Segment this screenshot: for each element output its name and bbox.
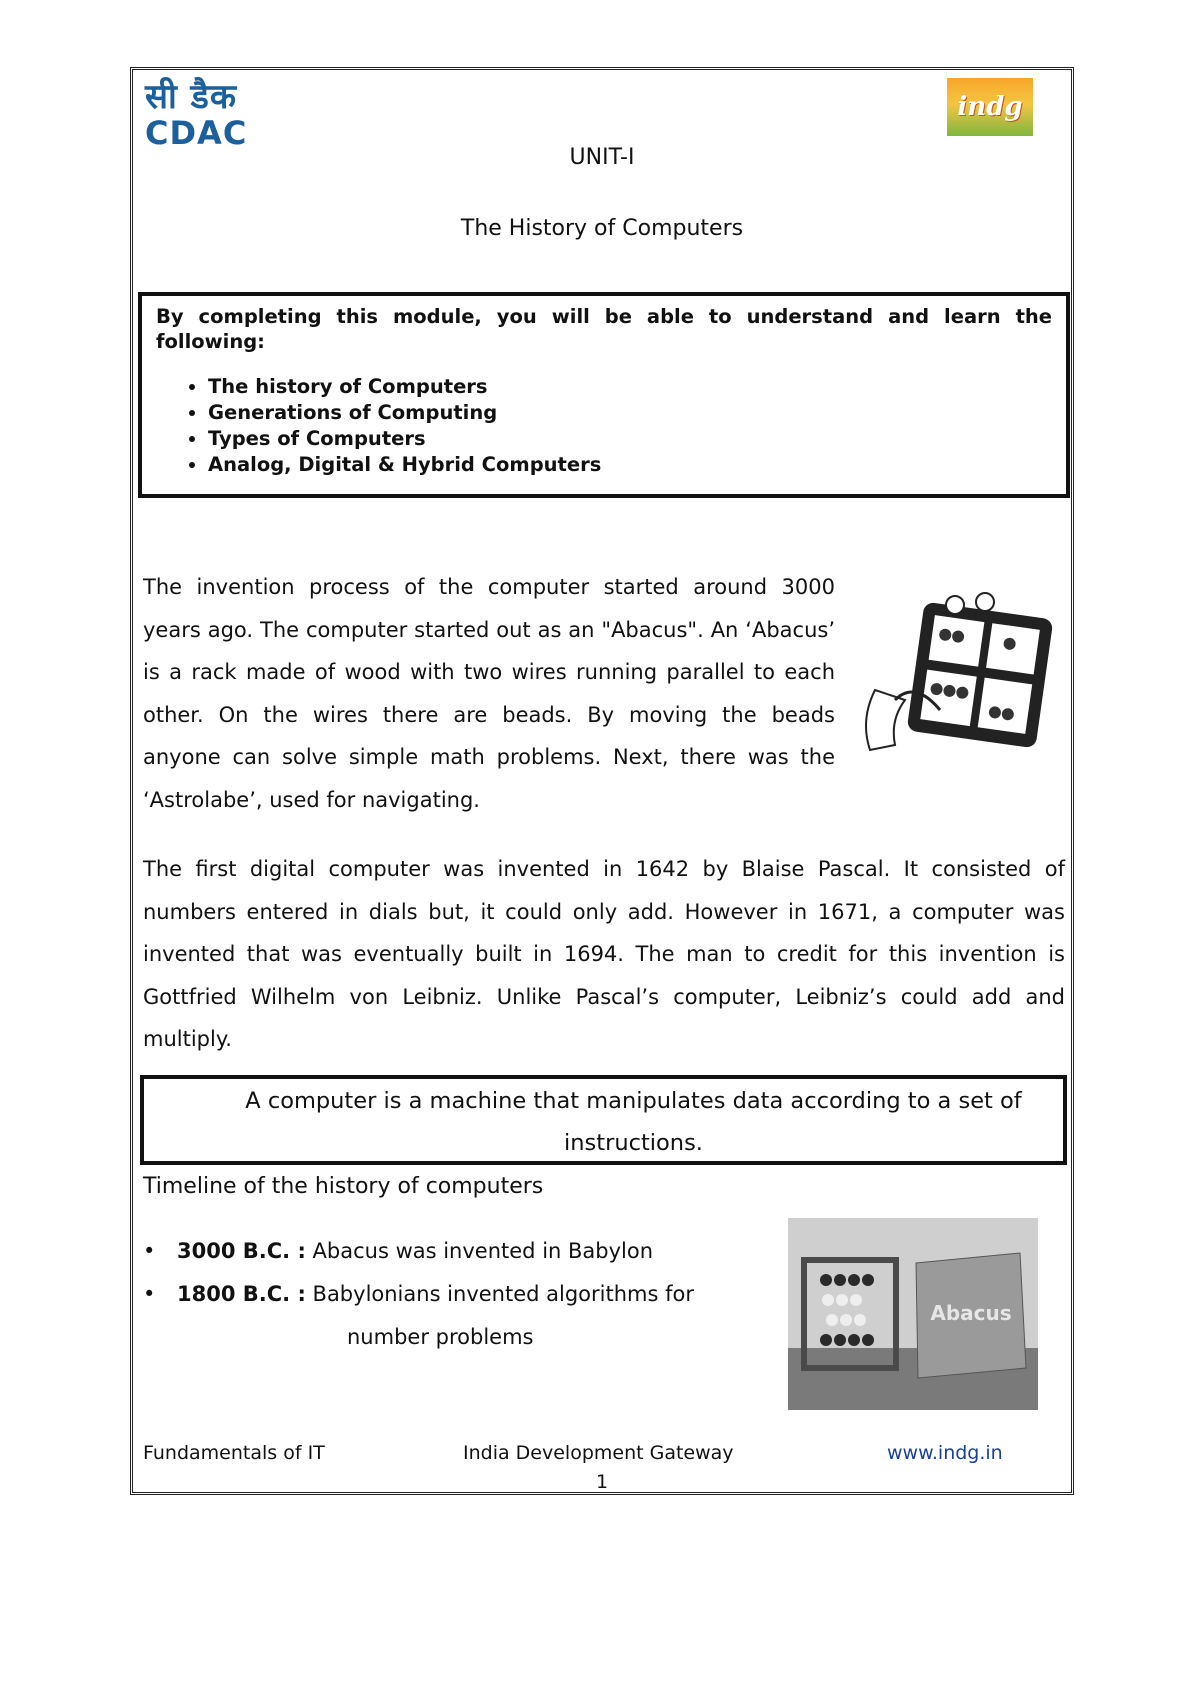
intro-paragraph: The invention process of the computer started around 3000 years ago. The computer started out as an "Abacus". An ‘Abacus’ is a rack made of wood with two wires running parallel to each other. On the wires there are beads. By moving the beads anyone can solve simple math problems. Next, there was the ‘Astrolabe’, used for navigating. bbox=[143, 575, 835, 812]
page-number: 1 bbox=[595, 1471, 609, 1493]
bullet-icon: • bbox=[143, 1239, 156, 1263]
timeline-year: 1800 B.C. : bbox=[177, 1282, 306, 1306]
abacus-cartoon-image bbox=[855, 580, 1067, 760]
objectives-intro: By completing this module, you will be able to understand and learn the following: bbox=[156, 305, 1052, 353]
timeline-item bbox=[143, 1273, 703, 1359]
objectives-box bbox=[138, 292, 1070, 498]
abacus-photo-image bbox=[788, 1218, 1038, 1410]
footer-course: Fundamentals of IT bbox=[143, 1442, 325, 1464]
timeline-item bbox=[143, 1230, 703, 1273]
footer-publisher: India Development Gateway bbox=[463, 1442, 734, 1464]
document-page bbox=[130, 67, 1074, 1495]
unit-label: UNIT-I bbox=[569, 145, 635, 170]
timeline-text: Babylonians invented algorithms for bbox=[312, 1282, 694, 1306]
indg-logo-text: indg bbox=[957, 92, 1023, 122]
abacus-photo-label: Abacus bbox=[930, 1301, 1012, 1325]
timeline-list bbox=[143, 1230, 703, 1359]
bullet-icon: • bbox=[143, 1282, 156, 1306]
cdac-logo bbox=[145, 78, 265, 152]
history-paragraph: The first digital computer was invented in 1642 by Blaise Pascal. It consisted of numbers entered in dials but, it could only add. However in 1671, a computer was invented that was eventually built in 1694. The man to credit for this invention is Gottfried Wilhelm von Leibniz. Unlike Pascal’s computer, Leibniz’s could add and multiply. bbox=[143, 857, 1065, 1051]
objective-item: • Types of Computers bbox=[208, 426, 1052, 452]
timeline-text-continued: number problems bbox=[347, 1325, 534, 1349]
page-title: The History of Computers bbox=[460, 216, 744, 241]
indg-logo bbox=[947, 78, 1033, 136]
objective-item: • Generations of Computing bbox=[208, 400, 1052, 426]
timeline-heading: Timeline of the history of computers bbox=[143, 1174, 544, 1199]
cdac-logo-latin: CDAC bbox=[145, 114, 248, 152]
footer-website-link[interactable]: www.indg.in bbox=[887, 1442, 1003, 1464]
timeline-year: 3000 B.C. : bbox=[177, 1239, 306, 1263]
objective-item: • Analog, Digital & Hybrid Computers bbox=[208, 452, 1052, 478]
cdac-logo-hindi: सी डैक bbox=[145, 77, 237, 117]
timeline-text: Abacus was invented in Babylon bbox=[312, 1239, 654, 1263]
objectives-list bbox=[156, 374, 1052, 478]
objective-item: • The history of Computers bbox=[208, 374, 1052, 400]
definition-box: A computer is a machine that manipulates data according to a set of instructions. bbox=[140, 1075, 1067, 1165]
